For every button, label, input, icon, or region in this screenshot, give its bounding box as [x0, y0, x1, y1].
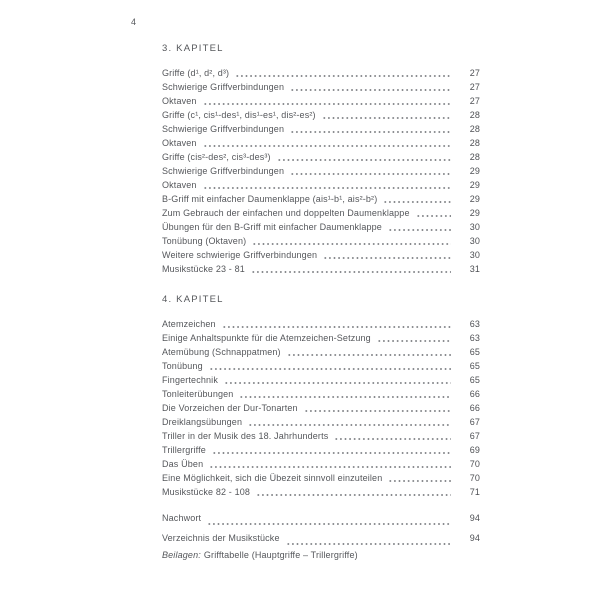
- toc-section-chapter-4: [162, 295, 480, 499]
- entry-page: 69: [469, 445, 480, 455]
- entry-page: 28: [469, 124, 480, 134]
- entry-page: 63: [469, 319, 480, 329]
- toc-entry: [162, 345, 480, 359]
- entry-label: Verzeichnis der Musikstücke: [162, 533, 280, 543]
- dot-leader: [202, 136, 451, 150]
- dot-leader: [206, 508, 451, 528]
- dot-leader: [333, 429, 451, 443]
- toc-entry: [162, 331, 480, 345]
- toc-entry: [162, 262, 480, 276]
- toc-entry: [162, 234, 480, 248]
- dot-leader: [289, 122, 451, 136]
- dot-leader: [289, 80, 451, 94]
- dot-leader: [208, 457, 451, 471]
- entry-label: Weitere schwierige Griffverbindungen: [162, 250, 318, 260]
- section-title: 4. KAPITEL: [162, 294, 224, 305]
- entry-page: 28: [469, 110, 480, 120]
- entry-label: Trillergriffe: [162, 445, 206, 455]
- dot-leader: [247, 415, 451, 429]
- dot-leader: [255, 485, 451, 499]
- entry-label: Schwierige Griffverbindungen: [162, 82, 285, 92]
- dot-leader: [202, 94, 451, 108]
- entry-page: 66: [469, 389, 480, 399]
- toc-entry: [162, 80, 480, 94]
- dot-leader: [251, 234, 451, 248]
- entry-page: 29: [469, 166, 480, 176]
- entry-label: Griffe (cis²-des², cis³-des³): [162, 152, 271, 162]
- toc-entry: [162, 359, 480, 373]
- entry-page: 65: [469, 347, 480, 357]
- entry-page: 28: [469, 152, 480, 162]
- entry-label: B-Griff mit einfacher Daumenklappe (ais¹-b¹, ais²-b²): [162, 194, 378, 204]
- toc-section-chapter-3: [162, 44, 480, 276]
- dot-leader: [234, 66, 451, 80]
- toc-entry: [162, 66, 480, 80]
- dot-leader: [208, 359, 451, 373]
- entry-label: Musikstücke 23 - 81: [162, 264, 245, 274]
- dot-leader: [322, 248, 451, 262]
- entry-label: Schwierige Griffverbindungen: [162, 124, 285, 134]
- toc-entry: [162, 429, 480, 443]
- entry-label: Oktaven: [162, 96, 197, 106]
- dot-leader: [211, 443, 451, 457]
- toc-entry: [162, 508, 480, 528]
- dot-leader: [387, 471, 451, 485]
- entry-label: Atemübung (Schnappatmen): [162, 347, 281, 357]
- dot-leader: [289, 164, 451, 178]
- entry-page: 27: [469, 82, 480, 92]
- entry-label: Die Vorzeichen der Dur-Tonarten: [162, 403, 298, 413]
- page-number: 4: [131, 17, 137, 27]
- dot-leader: [223, 373, 451, 387]
- toc-entry: [162, 94, 480, 108]
- entry-page: 27: [469, 96, 480, 106]
- dot-leader: [250, 262, 451, 276]
- toc-entry: [162, 220, 480, 234]
- toc-entry: [162, 373, 480, 387]
- dot-leader: [387, 220, 451, 234]
- entry-label: Dreiklangsübungen: [162, 417, 243, 427]
- toc-entry: [162, 136, 480, 150]
- toc-entry: [162, 108, 480, 122]
- entry-page: 28: [469, 138, 480, 148]
- entry-label: Griffe (c¹, cis¹-des¹, dis¹-es¹, dis²-es²): [162, 110, 316, 120]
- dot-leader: [303, 401, 451, 415]
- appendix-label: Beilagen:: [162, 550, 201, 560]
- entry-page: 67: [469, 431, 480, 441]
- entry-page: 67: [469, 417, 480, 427]
- entry-page: 29: [469, 180, 480, 190]
- dot-leader: [321, 108, 451, 122]
- dot-leader: [382, 192, 451, 206]
- dot-leader: [202, 178, 451, 192]
- entry-page: 27: [469, 68, 480, 78]
- entry-page: 94: [469, 513, 480, 523]
- toc-entry: [162, 443, 480, 457]
- appendix-note: [162, 548, 480, 562]
- dot-leader: [415, 206, 451, 220]
- toc-entry: [162, 122, 480, 136]
- section-title: 3. KAPITEL: [162, 43, 224, 54]
- entry-label: Tonübung (Oktaven): [162, 236, 247, 246]
- dot-leader: [286, 345, 451, 359]
- toc-entry: [162, 164, 480, 178]
- toc-entry: [162, 192, 480, 206]
- entry-page: 30: [469, 250, 480, 260]
- toc-entry: [162, 150, 480, 164]
- toc-entry: [162, 206, 480, 220]
- back-matter: [162, 508, 480, 548]
- entry-label: Eine Möglichkeit, sich die Übezeit sinnvoll einzuteilen: [162, 473, 383, 483]
- entry-label: Fingertechnik: [162, 375, 218, 385]
- entry-page: 70: [469, 473, 480, 483]
- toc-entry: [162, 457, 480, 471]
- entry-label: Schwierige Griffverbindungen: [162, 166, 285, 176]
- toc-entry: [162, 471, 480, 485]
- entry-label: Tonübung: [162, 361, 203, 371]
- toc-entry: [162, 485, 480, 499]
- toc-entry: [162, 317, 480, 331]
- entry-page: 63: [469, 333, 480, 343]
- entry-label: Triller in der Musik des 18. Jahrhunderts: [162, 431, 329, 441]
- entry-page: 70: [469, 459, 480, 469]
- entry-label: Zum Gebrauch der einfachen und doppelten Daumenklappe: [162, 208, 410, 218]
- appendix-text: Grifftabelle (Hauptgriffe – Trillergriffe): [203, 550, 358, 560]
- toc-entry: [162, 178, 480, 192]
- entry-page: 29: [469, 208, 480, 218]
- entry-page: 71: [469, 487, 480, 497]
- entry-label: Atemzeichen: [162, 319, 216, 329]
- entry-label: Einige Anhaltspunkte für die Atemzeichen-Setzung: [162, 333, 371, 343]
- toc-entry: [162, 401, 480, 415]
- dot-leader: [276, 150, 451, 164]
- entry-list: [162, 317, 480, 499]
- entry-page: 30: [469, 222, 480, 232]
- dot-leader: [376, 331, 451, 345]
- entry-page: 29: [469, 194, 480, 204]
- table-of-contents: [162, 0, 480, 562]
- entry-page: 66: [469, 403, 480, 413]
- entry-list: [162, 66, 480, 276]
- entry-label: Tonleiterübungen: [162, 389, 234, 399]
- toc-entry: [162, 387, 480, 401]
- entry-label: Musikstücke 82 - 108: [162, 487, 251, 497]
- dot-leader: [238, 387, 451, 401]
- dot-leader: [221, 317, 451, 331]
- entry-label: Übungen für den B-Griff mit einfacher Daumenklappe: [162, 222, 382, 232]
- entry-label: Oktaven: [162, 180, 197, 190]
- toc-entry: [162, 415, 480, 429]
- toc-entry: [162, 248, 480, 262]
- entry-label: Oktaven: [162, 138, 197, 148]
- entry-page: 31: [469, 264, 480, 274]
- entry-label: Das Üben: [162, 459, 204, 469]
- entry-label: Griffe (d¹, d², d³): [162, 68, 230, 78]
- entry-page: 65: [469, 375, 480, 385]
- entry-page: 30: [469, 236, 480, 246]
- entry-label: Nachwort: [162, 513, 202, 523]
- entry-page: 65: [469, 361, 480, 371]
- entry-page: 94: [469, 533, 480, 543]
- dot-leader: [285, 528, 451, 548]
- toc-entry: [162, 528, 480, 548]
